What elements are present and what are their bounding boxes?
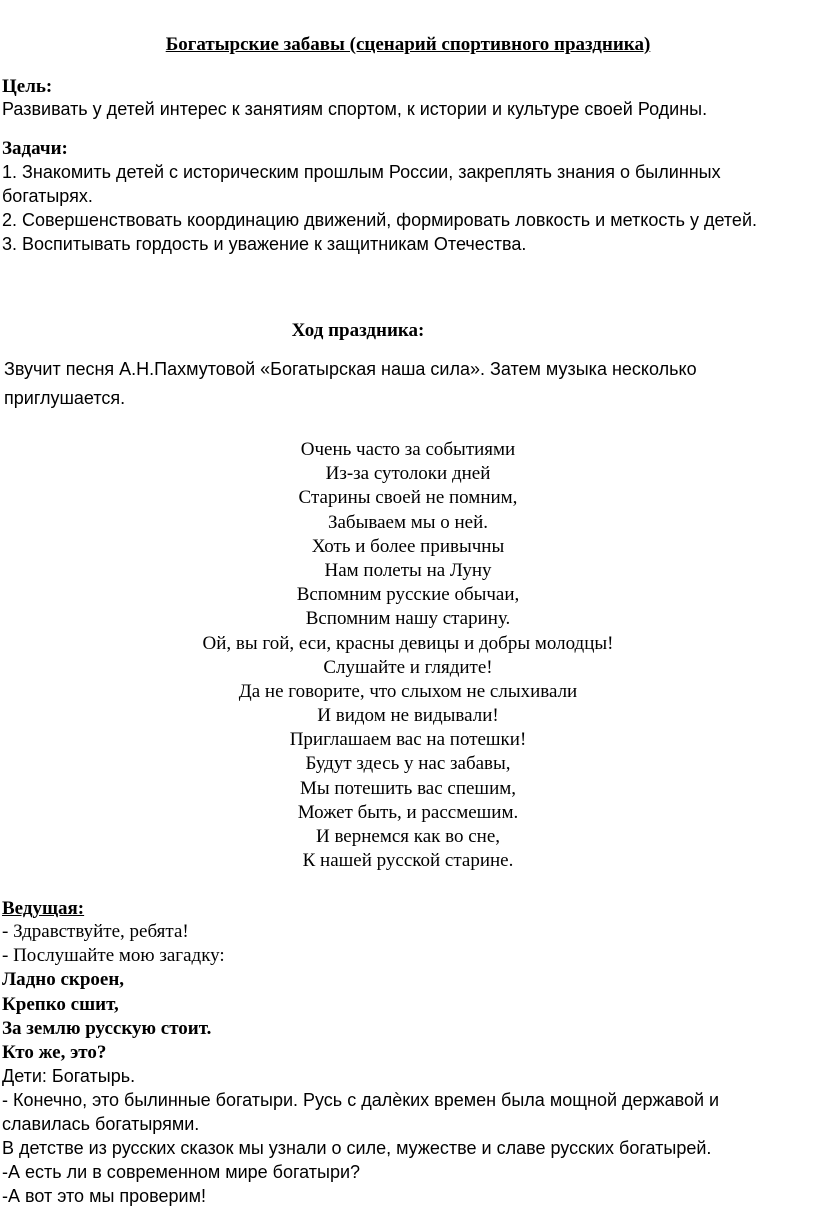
children-answer: Дети: Богатырь. bbox=[2, 1066, 136, 1086]
riddle-line: Кто же, это? bbox=[2, 1042, 107, 1063]
poem-line: Вспомним русские обычаи, bbox=[296, 584, 520, 606]
poem-line: Очень часто за событиями bbox=[300, 439, 516, 460]
course-heading: Ход праздника: bbox=[291, 320, 425, 341]
host-line: славилась богатырями. bbox=[2, 1114, 200, 1134]
intro-line: приглушается. bbox=[4, 388, 126, 408]
task-item: 1. Знакомить детей с историческим прошлым России, закреплять знания о былинных bbox=[2, 162, 721, 182]
poem-line: Слушайте и глядите! bbox=[323, 656, 493, 678]
poem-line: Нам полеты на Луну bbox=[324, 559, 492, 581]
riddle-intro: - Послушайте мою загадку: bbox=[2, 945, 225, 966]
poem-line: Из-за сутолоки дней bbox=[325, 463, 491, 485]
poem-line: Вспомним нашу старину. bbox=[305, 608, 511, 630]
poem-line: Старины своей не помним, bbox=[298, 487, 518, 509]
host-line: - Конечно, это былинные богатыри. Русь с далѐких времен была мощной державой и bbox=[2, 1090, 720, 1110]
poem-line: К нашей русской старине. bbox=[302, 850, 514, 872]
riddle-line: Ладно скроен, bbox=[2, 969, 125, 990]
poem-line: И видом не видывали! bbox=[317, 705, 499, 727]
poem-line: Мы потешить вас спешим, bbox=[299, 777, 517, 799]
goal-text: Развивать у детей интерес к занятиям спортом, к истории и культуре своей Родины. bbox=[2, 99, 708, 119]
host-label: Ведущая: bbox=[2, 898, 85, 919]
riddle-line: Крепко сшит, bbox=[2, 994, 119, 1015]
poem-line: Приглашаем вас на потешки! bbox=[289, 729, 527, 751]
goal-label: Цель: bbox=[2, 76, 53, 97]
poem-line: Будут здесь у нас забавы, bbox=[305, 753, 511, 775]
host-line: В детстве из русских сказок мы узнали о силе, мужестве и славе русских богатырей. bbox=[2, 1138, 712, 1158]
task-item: 3. Воспитывать гордость и уважение к защитникам Отечества. bbox=[2, 234, 527, 254]
poem bbox=[0, 438, 816, 873]
task-item: 2. Совершенствовать координацию движений, формировать ловкость и меткость у детей. bbox=[2, 210, 757, 230]
intro-line: Звучит песня А.Н.Пахмутовой «Богатырская наша сила». Затем музыка несколько bbox=[4, 359, 697, 379]
host-line: -А есть ли в современном мире богатыри? bbox=[2, 1162, 361, 1182]
poem-line: Забываем мы о ней. bbox=[327, 511, 489, 533]
poem-line: Хоть и более привычны bbox=[311, 535, 505, 557]
riddle-line: За землю русскую стоит. bbox=[2, 1018, 212, 1039]
poem-line: И вернемся как во сне, bbox=[315, 826, 501, 847]
tasks-label: Задачи: bbox=[2, 138, 68, 159]
document-title: Богатырские забавы (сценарий спортивного праздника) bbox=[165, 34, 651, 55]
poem-line: Может быть, и рассмешим. bbox=[297, 801, 519, 823]
poem-line: Да не говорите, что слыхом не слыхивали bbox=[238, 680, 578, 702]
task-item: богатырях. bbox=[2, 186, 93, 206]
poem-line: Ой, вы гой, еси, красны девицы и добры молодцы! bbox=[202, 632, 614, 654]
host-line: -А вот это мы проверим! bbox=[2, 1186, 206, 1206]
host-greeting: - Здравствуйте, ребята! bbox=[2, 921, 189, 942]
